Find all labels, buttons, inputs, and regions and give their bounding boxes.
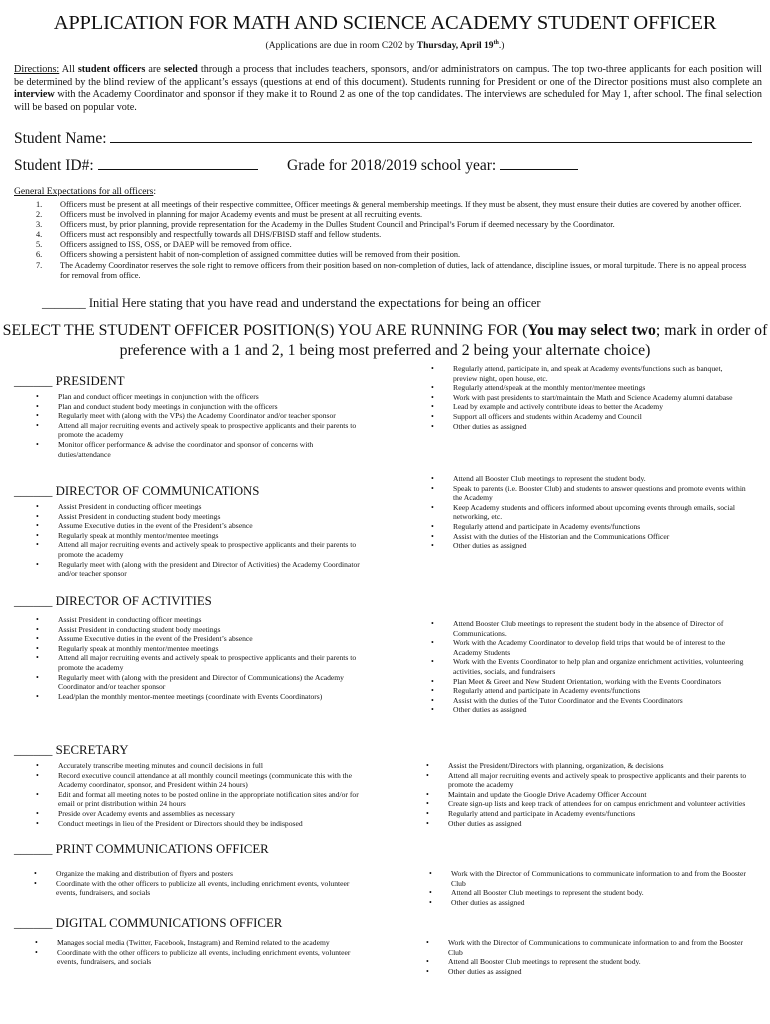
expectation-item: [36, 240, 748, 250]
duty-text: Plan and conduct student body meetings in conjunction with the officers: [58, 401, 278, 411]
expectation-number: 7.: [36, 260, 43, 270]
digital-right-duties: [424, 938, 747, 976]
duty-text: Lead/plan the monthly mentor-mentee meetings (coordinate with Events Coordinators): [58, 691, 323, 701]
initial-statement[interactable]: [42, 296, 541, 311]
directions-bold: student officers: [77, 64, 146, 75]
student-id-line[interactable]: [98, 155, 258, 170]
bullet-icon: •: [36, 530, 39, 540]
due-note-text: (Applications are due in room C202 by: [265, 41, 417, 52]
duty-text: Work with past presidents to start/maintain the Math and Science Academy alumni database: [453, 392, 733, 402]
duty-item: [34, 560, 360, 579]
duty-text: Attend all major recruiting events and actively speak to prospective applicants and their parents to promote the academy: [58, 540, 357, 559]
student-name-field[interactable]: [14, 128, 752, 148]
duty-item: [429, 412, 747, 422]
bullet-icon: •: [431, 383, 434, 393]
bullet-icon: •: [431, 402, 434, 412]
duty-item: [34, 819, 360, 829]
bullet-icon: •: [431, 483, 434, 493]
duty-item: [429, 402, 747, 412]
duty-item: [429, 638, 747, 657]
duty-text: Lead by example and actively contribute ideas to better the Academy: [453, 402, 664, 412]
duty-text: Regularly meet with (along with the president and Director of Activities) the Academy Coordinator and/or teacher sponsor: [58, 559, 360, 579]
initial-blank[interactable]: _______: [42, 296, 86, 310]
duty-text: Assist President in conducting officer meetings: [58, 502, 202, 511]
duty-item: [424, 799, 747, 809]
duty-item: [429, 364, 747, 383]
student-name-label: Student Name:: [14, 130, 107, 147]
bullet-icon: •: [431, 364, 434, 373]
bullet-icon: •: [36, 392, 39, 401]
duty-text: Attend all major recruiting events and actively speak to prospective applicants and their parents to promote the academy: [448, 770, 747, 790]
duty-text: Assume Executive duties in the event of the President’s absence: [58, 521, 253, 531]
communications-left-duties: [34, 502, 360, 579]
duty-text: Work with the Director of Communications to communicate information to and from the Booster Club: [451, 869, 746, 888]
expectation-number: 1.: [36, 200, 43, 209]
duty-text: Work with the Academy Coordinator to develop field trips that would be of interest to the Academy Students: [453, 638, 726, 657]
duty-item: [429, 686, 747, 696]
activities-left-duties: [34, 615, 360, 701]
expectation-item: [36, 200, 748, 210]
duty-text: Support all officers and students within Academy and Council: [453, 411, 642, 421]
due-date-note: [0, 40, 770, 51]
directions-bold: selected: [163, 64, 198, 75]
duty-text: Work with the Events Coordinator to help plan and organize enrichment activities, volunteering activities, socials, and fundraisers: [453, 657, 744, 676]
bullet-icon: •: [431, 531, 434, 541]
duty-text: Attend all Booster Club meetings to represent the student body.: [451, 888, 644, 898]
duty-text: Manages social media (Twitter, Facebook, Instagram) and Remind related to the academy: [57, 938, 330, 947]
duty-item: [429, 503, 747, 522]
select-heading-text: ; mark in order of preference with a 1 and 2, 1 being most preferred and 2 being your alternate choice): [119, 322, 768, 359]
bullet-icon: •: [36, 672, 39, 682]
bullet-icon: •: [36, 818, 39, 828]
duty-text: Assist President in conducting student body meetings: [58, 511, 221, 521]
select-heading-bold: You may select two: [527, 322, 656, 339]
duty-item: [424, 809, 747, 819]
bullet-icon: •: [36, 615, 39, 624]
duty-item: [34, 440, 360, 459]
president-right-duties: [429, 364, 747, 431]
duty-item: [429, 393, 747, 403]
duty-text: Attend all major recruiting events and actively speak to prospective applicants and their parents to promote the academy: [58, 420, 357, 440]
duty-item: [424, 771, 747, 790]
expectation-text: Officers must be present at all meetings of their respective committee, Officer meetings & general membership meetings. If they must be absent, they must ensure their duties are covered by another officer.: [60, 200, 742, 209]
duty-text: Monitor officer performance & advise the coordinator and sponsor of concerns with duties/attendance: [58, 439, 314, 459]
print-officer-title[interactable]: ______ PRINT COMMUNICATIONS OFFICER: [14, 842, 269, 856]
bullet-icon: •: [431, 474, 434, 483]
expectations-list: [36, 200, 748, 281]
directions-label: Directions:: [14, 64, 60, 75]
bullet-icon: •: [36, 511, 39, 521]
duty-item: [34, 761, 360, 771]
digital-left-duties: [33, 938, 360, 967]
bullet-icon: •: [429, 897, 432, 907]
duty-item: [34, 673, 360, 692]
bullet-icon: •: [426, 938, 429, 947]
duty-text: Assist with the duties of the Tutor Coordinator and the Events Coordinators: [453, 695, 683, 705]
expectation-text: Officers must, by prior planning, provide representation for the Academy in the Dulles Student Council and Principal’s Forum if deemed necessary by the Coordinator.: [60, 220, 615, 230]
bullet-icon: •: [431, 421, 434, 431]
bullet-icon: •: [431, 686, 434, 696]
duty-item: [427, 888, 747, 898]
print-left-duties: [32, 869, 360, 898]
bullet-icon: •: [36, 439, 39, 449]
bullet-icon: •: [36, 770, 39, 780]
expectations-heading: [14, 186, 156, 197]
bullet-icon: •: [35, 938, 38, 947]
duty-text: Regularly attend and participate in Academy events/functions: [448, 808, 636, 818]
student-id-label: Student ID#:: [14, 157, 94, 174]
directions-paragraph: [14, 64, 762, 114]
bullet-icon: •: [34, 869, 37, 878]
select-heading-text: SELECT THE STUDENT OFFICER POSITION(S) YOU ARE RUNNING FOR (: [2, 322, 528, 339]
duty-item: [34, 615, 360, 625]
duty-item: [34, 540, 360, 559]
expectation-item: [36, 220, 748, 230]
bullet-icon: •: [36, 691, 39, 701]
print-right-duties: [427, 869, 747, 907]
duty-item: [429, 484, 747, 503]
bullet-icon: •: [36, 540, 39, 550]
communications-title[interactable]: ______ DIRECTOR OF COMMUNICATIONS: [14, 484, 260, 498]
bullet-icon: •: [431, 657, 434, 667]
duty-text: Other duties as assigned: [448, 818, 522, 828]
duty-item: [34, 392, 360, 402]
bullet-icon: •: [431, 411, 434, 421]
secretary-title[interactable]: ______ SECRETARY: [14, 743, 129, 757]
directions-text: through a process that includes teachers, sponsors, and/or administrators on campus. The top two-three applicants for each position will be determined by the blind review of the applicant’s essays (questions at end of this document). Students running for President or one of the Director positions must also complete an: [14, 64, 762, 88]
bullet-icon: •: [36, 643, 39, 653]
secretary-left-duties: [34, 761, 360, 828]
duty-text: Attend all Booster Club meetings to represent the student body.: [453, 474, 646, 483]
duty-item: [429, 532, 747, 542]
duty-text: Regularly attend and participate in Academy events/functions: [453, 686, 641, 696]
duty-text: Attend Booster Club meetings to represent the student body in the absence of Director of Communications.: [453, 619, 724, 638]
grade-field[interactable]: [287, 155, 578, 175]
duty-item: [34, 402, 360, 412]
duty-item: [424, 938, 747, 957]
duty-item: [427, 869, 747, 888]
grade-label: Grade for 2018/2019 school year:: [287, 157, 497, 174]
duty-text: Speak to parents (i.e. Booster Club) and students to answer questions and promote events within the Academy: [453, 483, 746, 503]
duty-text: Coordinate with the other officers to publicize all events, including enrichment events, volunteer events, fundraisers, and socials: [56, 878, 350, 898]
duty-item: [429, 541, 747, 551]
duty-text: Edit and format all meeting notes to be posted online in the appropriate notification sites and/or for email or print distribution within 24 hours: [58, 789, 359, 809]
duty-text: Assist President in conducting officer meetings: [58, 615, 202, 624]
duty-text: Create sign-up lists and keep track of attendees for on campus enrichment and volunteer activities: [448, 799, 746, 809]
duty-text: Other duties as assigned: [448, 966, 522, 976]
due-date-suffix: th: [493, 40, 499, 46]
bullet-icon: •: [429, 869, 432, 878]
bullet-icon: •: [431, 541, 434, 551]
duty-text: Record executive council attendance at all monthly council meetings (communicate this with the Academy coordinator, sponsor, and President within 24 hours): [58, 770, 352, 790]
bullet-icon: •: [36, 401, 39, 411]
expectation-text: Officers showing a persistent habit of non-completion of assigned committee duties will be removed from their position.: [60, 250, 461, 260]
president-title[interactable]: ______ PRESIDENT: [14, 374, 125, 388]
duty-item: [34, 502, 360, 512]
bullet-icon: •: [431, 705, 434, 715]
directions-bold: interview: [14, 89, 55, 101]
duty-item: [32, 869, 360, 879]
expectation-item: [36, 261, 748, 281]
duty-item: [424, 761, 747, 771]
duty-text: Regularly meet with (along with the VPs) the Academy Coordinator and/or teacher sponsor: [58, 411, 336, 421]
bullet-icon: •: [431, 695, 434, 705]
duty-item: [34, 644, 360, 654]
bullet-icon: •: [426, 789, 429, 799]
bullet-icon: •: [35, 947, 38, 957]
secretary-right-duties: [424, 761, 747, 828]
bullet-icon: •: [426, 957, 429, 967]
student-id-field[interactable]: [14, 155, 258, 175]
duty-text: Assist President in conducting student body meetings: [58, 624, 221, 634]
duty-item: [429, 619, 747, 638]
duty-text: Other duties as assigned: [453, 705, 527, 715]
expectation-item: [36, 210, 748, 220]
activities-right-duties: [429, 619, 747, 715]
bullet-icon: •: [431, 619, 434, 628]
duty-text: Regularly speak at monthly mentor/mentee meetings: [58, 643, 219, 653]
student-name-line[interactable]: [110, 128, 752, 143]
due-date: Thursday, April 19: [416, 41, 494, 52]
expectation-item: [36, 230, 748, 240]
duty-item: [429, 522, 747, 532]
duty-item: [32, 879, 360, 898]
duty-text: Regularly attend/speak at the monthly mentor/mentee meetings: [453, 383, 646, 393]
duty-item: [429, 677, 747, 687]
bullet-icon: •: [429, 888, 432, 898]
bullet-icon: •: [431, 392, 434, 402]
bullet-icon: •: [36, 761, 39, 770]
duty-text: Regularly attend and participate in Academy events/functions: [453, 521, 641, 531]
expectation-number: 5.: [36, 240, 43, 250]
duty-item: [424, 957, 747, 967]
expectation-text: Officers must act responsibly and respectfully towards all DHS/FBISD staff and fellow students.: [60, 230, 382, 240]
bullet-icon: •: [36, 789, 39, 799]
duty-item: [427, 898, 747, 908]
bullet-icon: •: [36, 411, 39, 421]
duty-item: [429, 696, 747, 706]
expectation-text: Officers must be involved in planning for major Academy events and must be present at all recruiting events.: [60, 210, 423, 220]
select-positions-heading: [0, 321, 770, 361]
bullet-icon: •: [426, 808, 429, 818]
duty-item: [424, 790, 747, 800]
expectation-number: 3.: [36, 220, 43, 230]
duty-text: Preside over Academy events and assemblies as necessary: [58, 808, 235, 818]
expectation-number: 2.: [36, 210, 43, 220]
duty-text: Attend all major recruiting events and actively speak to prospective applicants and their parents to promote the academy: [58, 653, 357, 672]
duty-item: [429, 383, 747, 393]
duty-item: [34, 521, 360, 531]
page-title: APPLICATION FOR MATH AND SCIENCE ACADEMY STUDENT OFFICER: [53, 12, 717, 34]
duty-text: Plan and conduct officer meetings in conjunction with the officers: [58, 392, 259, 401]
expectation-number: 6.: [36, 250, 43, 260]
duty-item: [34, 512, 360, 522]
duty-item: [34, 411, 360, 421]
duty-item: [34, 790, 360, 809]
duty-text: Other duties as assigned: [453, 421, 527, 431]
bullet-icon: •: [36, 624, 39, 634]
duty-item: [429, 705, 747, 715]
bullet-icon: •: [426, 966, 429, 976]
duty-text: Coordinate with the other officers to publicize all events, including enrichment events, volunteer events, fundraisers, and socials: [57, 947, 351, 967]
duty-item: [34, 625, 360, 635]
duty-text: Regularly attend, participate in, and speak at Academy events/functions such as banquet, preview night, open house, etc.: [453, 364, 723, 383]
duty-item: [34, 531, 360, 541]
duty-text: Organize the making and distribution of flyers and posters: [56, 869, 234, 878]
duty-item: [34, 421, 360, 440]
digital-officer-title[interactable]: ______ DIGITAL COMMUNICATIONS OFFICER: [14, 916, 283, 930]
duty-item: [424, 819, 747, 829]
duty-text: Regularly speak at monthly mentor/mentee meetings: [58, 530, 219, 540]
expectation-text: Officers assigned to ISS, OSS, or DAEP will be removed from office.: [60, 240, 292, 250]
duty-text: Work with the Director of Communications to communicate information to and from the Booster Club: [448, 938, 743, 957]
duty-item: [34, 809, 360, 819]
duty-item: [424, 967, 747, 977]
duty-item: [429, 474, 747, 484]
expectation-item: [36, 250, 748, 260]
duty-text: Plan Meet & Greet and New Student Orientation, working with the Events Coordinators: [453, 676, 722, 686]
bullet-icon: •: [431, 502, 434, 512]
duty-text: Attend all Booster Club meetings to represent the student body.: [448, 957, 641, 967]
bullet-icon: •: [431, 638, 434, 648]
bullet-icon: •: [36, 634, 39, 644]
duty-item: [33, 948, 360, 967]
bullet-icon: •: [431, 676, 434, 686]
duty-text: Accurately transcribe meeting minutes and council decisions in full: [58, 761, 263, 770]
expectations-heading-text: General Expectations for all officers: [14, 186, 154, 197]
duty-text: Other duties as assigned: [453, 541, 527, 551]
duty-text: Keep Academy students and officers informed about upcoming events through emails, social networking, etc.: [453, 502, 736, 522]
duty-text: Assist with the duties of the Historian and the Communications Officer: [453, 531, 670, 541]
bullet-icon: •: [36, 559, 39, 569]
duty-text: Maintain and update the Google Drive Academy Officer Account: [448, 789, 647, 799]
bullet-icon: •: [426, 818, 429, 828]
due-note-end: .): [498, 41, 505, 52]
bullet-icon: •: [426, 761, 429, 770]
activities-title[interactable]: ______ DIRECTOR OF ACTIVITIES: [14, 594, 212, 608]
duty-text: Assume Executive duties in the event of the President’s absence: [58, 634, 253, 644]
bullet-icon: •: [36, 420, 39, 430]
duty-item: [34, 634, 360, 644]
bullet-icon: •: [36, 653, 39, 663]
duty-item: [33, 938, 360, 948]
communications-right-duties: [429, 474, 747, 551]
directions-text: are: [145, 64, 164, 75]
duty-item: [34, 692, 360, 702]
duty-item: [34, 771, 360, 790]
expectations-heading-colon: :: [153, 186, 157, 197]
duty-text: Assist the President/Directors with planning, organization, & decisions: [448, 761, 664, 770]
initial-text: Initial Here stating that you have read and understand the expectations for being an officer: [85, 296, 541, 310]
duty-text: Regularly meet with (along with the president and Director of Communications) the Academy Coordinator and/or teacher sponsor: [58, 672, 344, 692]
bullet-icon: •: [426, 799, 429, 809]
duty-text: Conduct meetings in lieu of the President or Directors should they be indisposed: [58, 818, 303, 828]
bullet-icon: •: [431, 521, 434, 531]
duty-text: Other duties as assigned: [451, 897, 525, 907]
president-left-duties: [34, 392, 360, 459]
bullet-icon: •: [36, 808, 39, 818]
grade-line[interactable]: [500, 155, 578, 170]
duty-item: [429, 422, 747, 432]
duty-item: [34, 653, 360, 672]
bullet-icon: •: [36, 502, 39, 511]
duty-item: [429, 657, 747, 676]
directions-text: All: [59, 64, 78, 75]
expectation-number: 4.: [36, 230, 43, 240]
bullet-icon: •: [426, 770, 429, 780]
directions-text: with the Academy Coordinator and sponsor if they make it to Round 2 as one of the top candidates. The interviews are scheduled for May 1, after school. The final selection will be based on popular vote.: [14, 89, 762, 113]
expectation-text: The Academy Coordinator reserves the sole right to remove officers from their position based on non-completion of duties, lack of attendance, discipline issues, or moral turpitude. There is no appeal process for removal from office.: [60, 260, 747, 280]
bullet-icon: •: [34, 878, 37, 888]
bullet-icon: •: [36, 521, 39, 531]
